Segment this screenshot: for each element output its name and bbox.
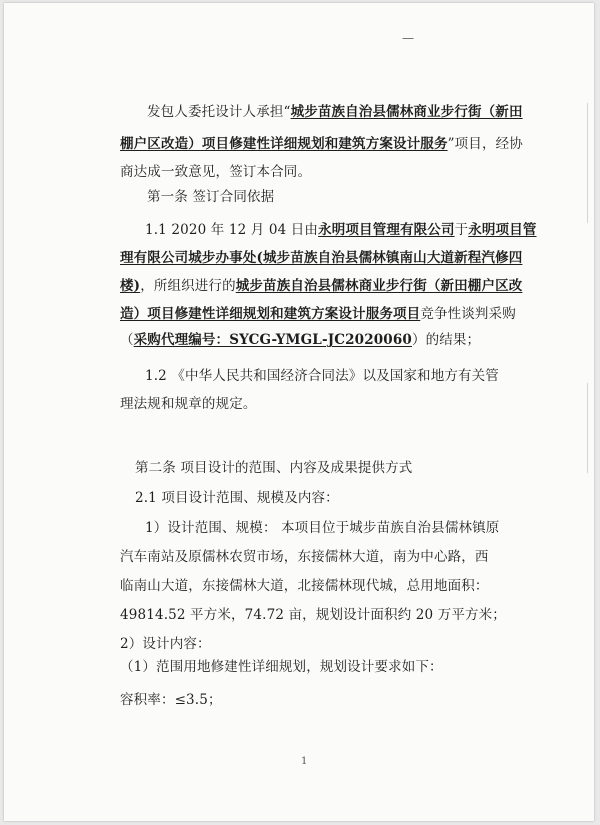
clause-1-2-line-1: 1.2 《中华人民共和国经济合同法》以及国家和地方有关管 [145, 368, 499, 384]
header-mark: — [402, 31, 414, 45]
article-1-title: 第一条 签订合同依据 [147, 189, 275, 205]
scope-line-3: 临南山大道，东接儒林大道，北接儒林现代城，总用地面积： [120, 578, 489, 594]
scope-line-2: 汽车南站及原儒林农贸市场，东接儒林大道，南为中心路，西 [120, 549, 489, 565]
floor-area-ratio: 容积率：≤3.5； [120, 692, 222, 708]
content-line-2: （1）范围用地修建性详细规划，规划设计要求如下： [120, 659, 443, 675]
scope-line-4: 49814.52 平方米，74.72 亩，规划设计面积约 20 万平方米； [120, 607, 506, 623]
content-line-1: 2）设计内容： [120, 636, 211, 652]
document-page [4, 3, 594, 821]
clause-1-1-line-5: （采购代理编号：SYCG-YMGL-JC2020060）的结果； [120, 332, 481, 348]
clause-1-1-line-1: 1.1 2020 年 12 月 04 日由永明项目管理有限公司于永明项目管 [145, 222, 537, 238]
scan-edge-line [587, 383, 588, 473]
article-2-title: 第二条 项目设计的范围、内容及成果提供方式 [135, 460, 413, 476]
page-number: 1 [301, 756, 308, 767]
clause-1-1-line-3: 楼)，所组织进行的城步苗族自治县儒林商业步行街（新田棚户区改 [120, 278, 523, 294]
scope-line-1: 1）设计范围、规模： 本项目位于城步苗族自治县儒林镇原 [145, 520, 500, 536]
para-intro-line-2: 棚户区改造）项目修建性详细规划和建筑方案设计服务”项目，经协 [120, 136, 523, 152]
section-2-1-title: 2.1 项目设计范围、规模及内容： [135, 490, 339, 506]
clause-1-2-line-2: 理法规和规章的规定。 [120, 396, 257, 412]
clause-1-1-line-4: 造）项目修建性详细规划和建筑方案设计服务项目竞争性谈判采购 [120, 306, 516, 322]
scan-edge-line [587, 103, 588, 223]
clause-1-1-line-2: 理有限公司城步办事处(城步苗族自治县儒林镇南山大道新程汽修四 [120, 250, 523, 266]
para-intro-line-3: 商达成一致意见，签订本合同。 [120, 164, 312, 180]
para-intro-line-1: 发包人委托设计人承担“城步苗族自治县儒林商业步行街（新田 [147, 104, 523, 120]
